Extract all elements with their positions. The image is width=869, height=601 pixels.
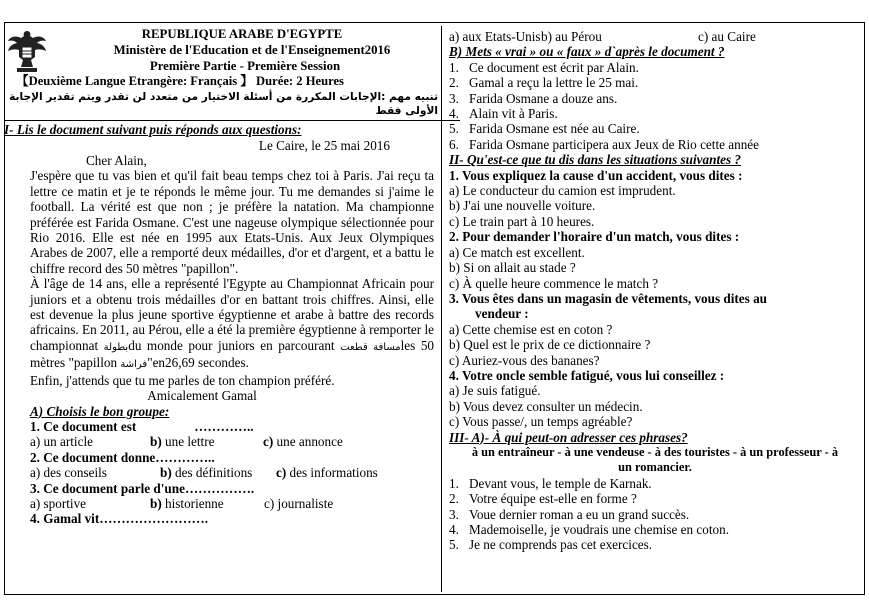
item-number: 2. xyxy=(449,491,459,507)
question-a4-options xyxy=(449,29,861,44)
situation-4-a: a) Je suis fatigué. xyxy=(449,383,541,399)
addressee-item xyxy=(449,476,861,491)
question-a2: 2. Ce document donne………….. xyxy=(30,449,215,465)
situation-2-b: b) Si on allait au stade ? xyxy=(449,260,576,276)
question-a2-options xyxy=(30,465,434,480)
true-false-item xyxy=(449,137,861,152)
part-i-title: I- Lis le document suivant puis réponds aux questions: xyxy=(4,122,302,138)
part-iii-title: III- A)- À qui peut-on adresser ces phrases? xyxy=(449,429,688,445)
question-a1-options xyxy=(30,434,434,449)
situation-1-a: a) Le conducteur du camion est imprudent. xyxy=(449,183,676,199)
situation-2-title: 2. Pour demander l'horaire d'un match, vous dites : xyxy=(449,229,740,245)
option-c: c) journaliste xyxy=(264,495,334,511)
situation-3-title: 3. Vous êtes dans un magasin de vêtements, vous dites au xyxy=(449,290,768,306)
situation-1-title: 1. Vous expliquez la cause d'un accident, vous dites : xyxy=(449,167,743,183)
item-number: 1. xyxy=(449,475,459,491)
option-a: a) des conseils xyxy=(30,465,107,481)
section-a-title: A) Choisis le bon groupe: xyxy=(30,403,170,419)
item-number: 4. xyxy=(449,106,459,122)
item-text: Votre équipe est-elle en forme ? xyxy=(469,491,637,507)
true-false-item xyxy=(449,75,861,90)
option-c: c) au Caire xyxy=(698,29,756,44)
letter-paragraph-2b: du monde pour juniors en parcourant xyxy=(128,337,335,353)
letter-date: Le Caire, le 25 mai 2016 xyxy=(258,137,390,153)
option-b: b) au Pérou xyxy=(541,29,602,44)
item-number: 3. xyxy=(449,90,459,106)
item-text: Farida Osmane a douze ans. xyxy=(469,90,618,106)
option-a: a) un article xyxy=(30,434,93,450)
true-false-item xyxy=(449,91,861,106)
arabic-gloss-2: مسافة قطعت xyxy=(340,341,401,353)
situation-4-title: 4. Votre oncle semble fatigué, vous lui conseillez : xyxy=(449,367,725,383)
item-text: Alain vit à Paris. xyxy=(469,106,558,122)
option-b: b) historienne xyxy=(150,495,224,511)
situation-3-title-cont: vendeur : xyxy=(475,306,529,322)
situation-3-b: b) Quel est le prix de ce dictionnaire ? xyxy=(449,337,651,353)
item-number: 3. xyxy=(449,506,459,522)
question-a4: 4. Gamal vit……………………. xyxy=(30,511,209,527)
letter-greeting: Cher Alain, xyxy=(86,153,147,168)
part-iii-choices: à un entraîneur - à une vendeuse - à des touristes - à un professeur - à xyxy=(471,444,839,459)
left-column xyxy=(4,27,438,527)
option-a: a) aux Etats-Unis xyxy=(449,29,541,44)
question-a3: 3. Ce document parle d'une……………. xyxy=(30,480,255,496)
letter-paragraph-1: J'espère que tu vas bien et qu'il fait beau temps chez toi à Paris. J'ai reçu ta lettre ce matin et je te réponds le même jour. Tu me demandes si j'aime le football. La vérité est que non ; je préfère la natation. Ma championne préférée est Farida Osmane. C'est une nageuse olympique sélectionnée pour Rio 2016. Elle est née en 1995 aux Etats-Unis. Aux Jeux Olympiques Arabes de 2007, elle a remporté deux médailles, d'or et d'argent, et a battu le chiffre record des 50 mètres "papillon". xyxy=(30,168,434,276)
true-false-item xyxy=(449,60,861,75)
situation-1-b: b) J'ai une nouvelle voiture. xyxy=(449,198,596,214)
situation-4-b: b) Vous devez consulter un médecin. xyxy=(449,398,643,414)
letter-paragraph-2 xyxy=(30,276,434,372)
header-line-3: Première Partie - Première Session xyxy=(149,58,341,73)
situation-4-c: c) Vous passe/, un temps agréable? xyxy=(449,414,633,430)
right-column xyxy=(449,27,861,553)
true-false-item xyxy=(449,121,861,136)
item-text: Gamal a reçu la lettre le 25 mai. xyxy=(469,75,639,91)
situation-2-c: c) À quelle heure commence le match ? xyxy=(449,275,659,291)
arabic-gloss-1: بطولة xyxy=(103,341,129,353)
arabic-gloss-3: فراشة xyxy=(120,359,148,371)
situation-1-c: c) Le train part à 10 heures. xyxy=(449,213,595,229)
item-text: Mademoiselle, je voudrais une chemise en coton. xyxy=(469,522,730,537)
part-iii-list xyxy=(449,476,861,553)
item-text: Devant vous, le temple de Karnak. xyxy=(469,475,652,491)
letter-closing: Amicalement Gamal xyxy=(147,388,257,404)
letter-paragraph-3: Enfin, j'attends que tu me parles de ton champion préféré. xyxy=(30,372,335,388)
question-a3-options xyxy=(30,496,434,511)
option-b: b) une lettre xyxy=(150,434,215,450)
section-b-title: B) Mets « vrai » ou « faux » d`après le document ? xyxy=(449,44,725,60)
item-number: 4. xyxy=(449,522,459,537)
part-ii-title: II- Qu'est-ce que tu dis dans les situations suivantes ? xyxy=(449,152,741,168)
option-c: c) une annonce xyxy=(263,434,343,450)
item-text: Voue dernier roman a eu un grand succès. xyxy=(469,506,690,522)
addressee-item xyxy=(449,522,861,537)
header-line-4: 【Deuxième Langue Etrangère: Français 】 Durée: 2 Heures xyxy=(16,74,344,89)
addressee-item xyxy=(449,491,861,506)
situation-3-c: c) Auriez-vous des bananes? xyxy=(449,352,600,368)
item-number: 1. xyxy=(449,59,459,75)
item-number: 6. xyxy=(449,136,459,152)
item-text: Je ne comprends pas cet exercices. xyxy=(469,537,653,553)
header-separator xyxy=(4,120,460,121)
option-c: c) des informations xyxy=(276,465,378,481)
option-a: a) sportive xyxy=(30,495,87,511)
letter-paragraph-2c: les 50 mètres "papillon xyxy=(30,337,435,371)
item-number: 5. xyxy=(449,121,459,137)
item-number: 2. xyxy=(449,75,459,91)
addressee-item xyxy=(449,537,861,552)
true-false-item xyxy=(449,106,861,121)
question-a1: 1. Ce document est ………….. xyxy=(30,418,254,434)
situation-2-a: a) Ce match est excellent. xyxy=(449,244,585,260)
item-text: Ce document est écrit par Alain. xyxy=(469,59,639,75)
item-text: Farida Osmane participera aux Jeux de Rio cette année xyxy=(469,136,760,152)
letter-paragraph-2a: À l'âge de 14 ans, elle a représenté l'Egypte au Championnat Africain pour juniors et a obtenu trois médailles d'or en battant trois chiffres. Ainsi, elle est devenue la plus jeune sportive égyptienne et arabe à battre des records africains. En 2011, au Pérou, elle a été la première égyptienne à remporter le championnat xyxy=(30,276,434,353)
column-divider xyxy=(441,26,442,592)
header-line-2: Ministère de l'Education et de l'Enseignement2016 xyxy=(113,42,391,57)
part-iii-choices-cont: un romancier. xyxy=(618,460,692,475)
letter-paragraph-2d: "en26,69 secondes. xyxy=(147,355,249,371)
option-b: b) des définitions xyxy=(160,465,253,481)
situation-3-a: a) Cette chemise est en coton ? xyxy=(449,321,613,337)
addressee-item xyxy=(449,507,861,522)
section-b-list xyxy=(449,60,861,152)
item-text: Farida Osmane est née au Caire. xyxy=(469,121,640,137)
header-arabic-note: تنبيه مهم :الإجابات المكررة من أسئلة الاختيار من متعدد لن تقدر ويتم تقدير الإجابة الأولى فقط xyxy=(9,91,438,118)
item-number: 5. xyxy=(449,537,459,553)
header-line-1: REPUBLIQUE ARABE D'EGYPTE xyxy=(141,27,343,41)
